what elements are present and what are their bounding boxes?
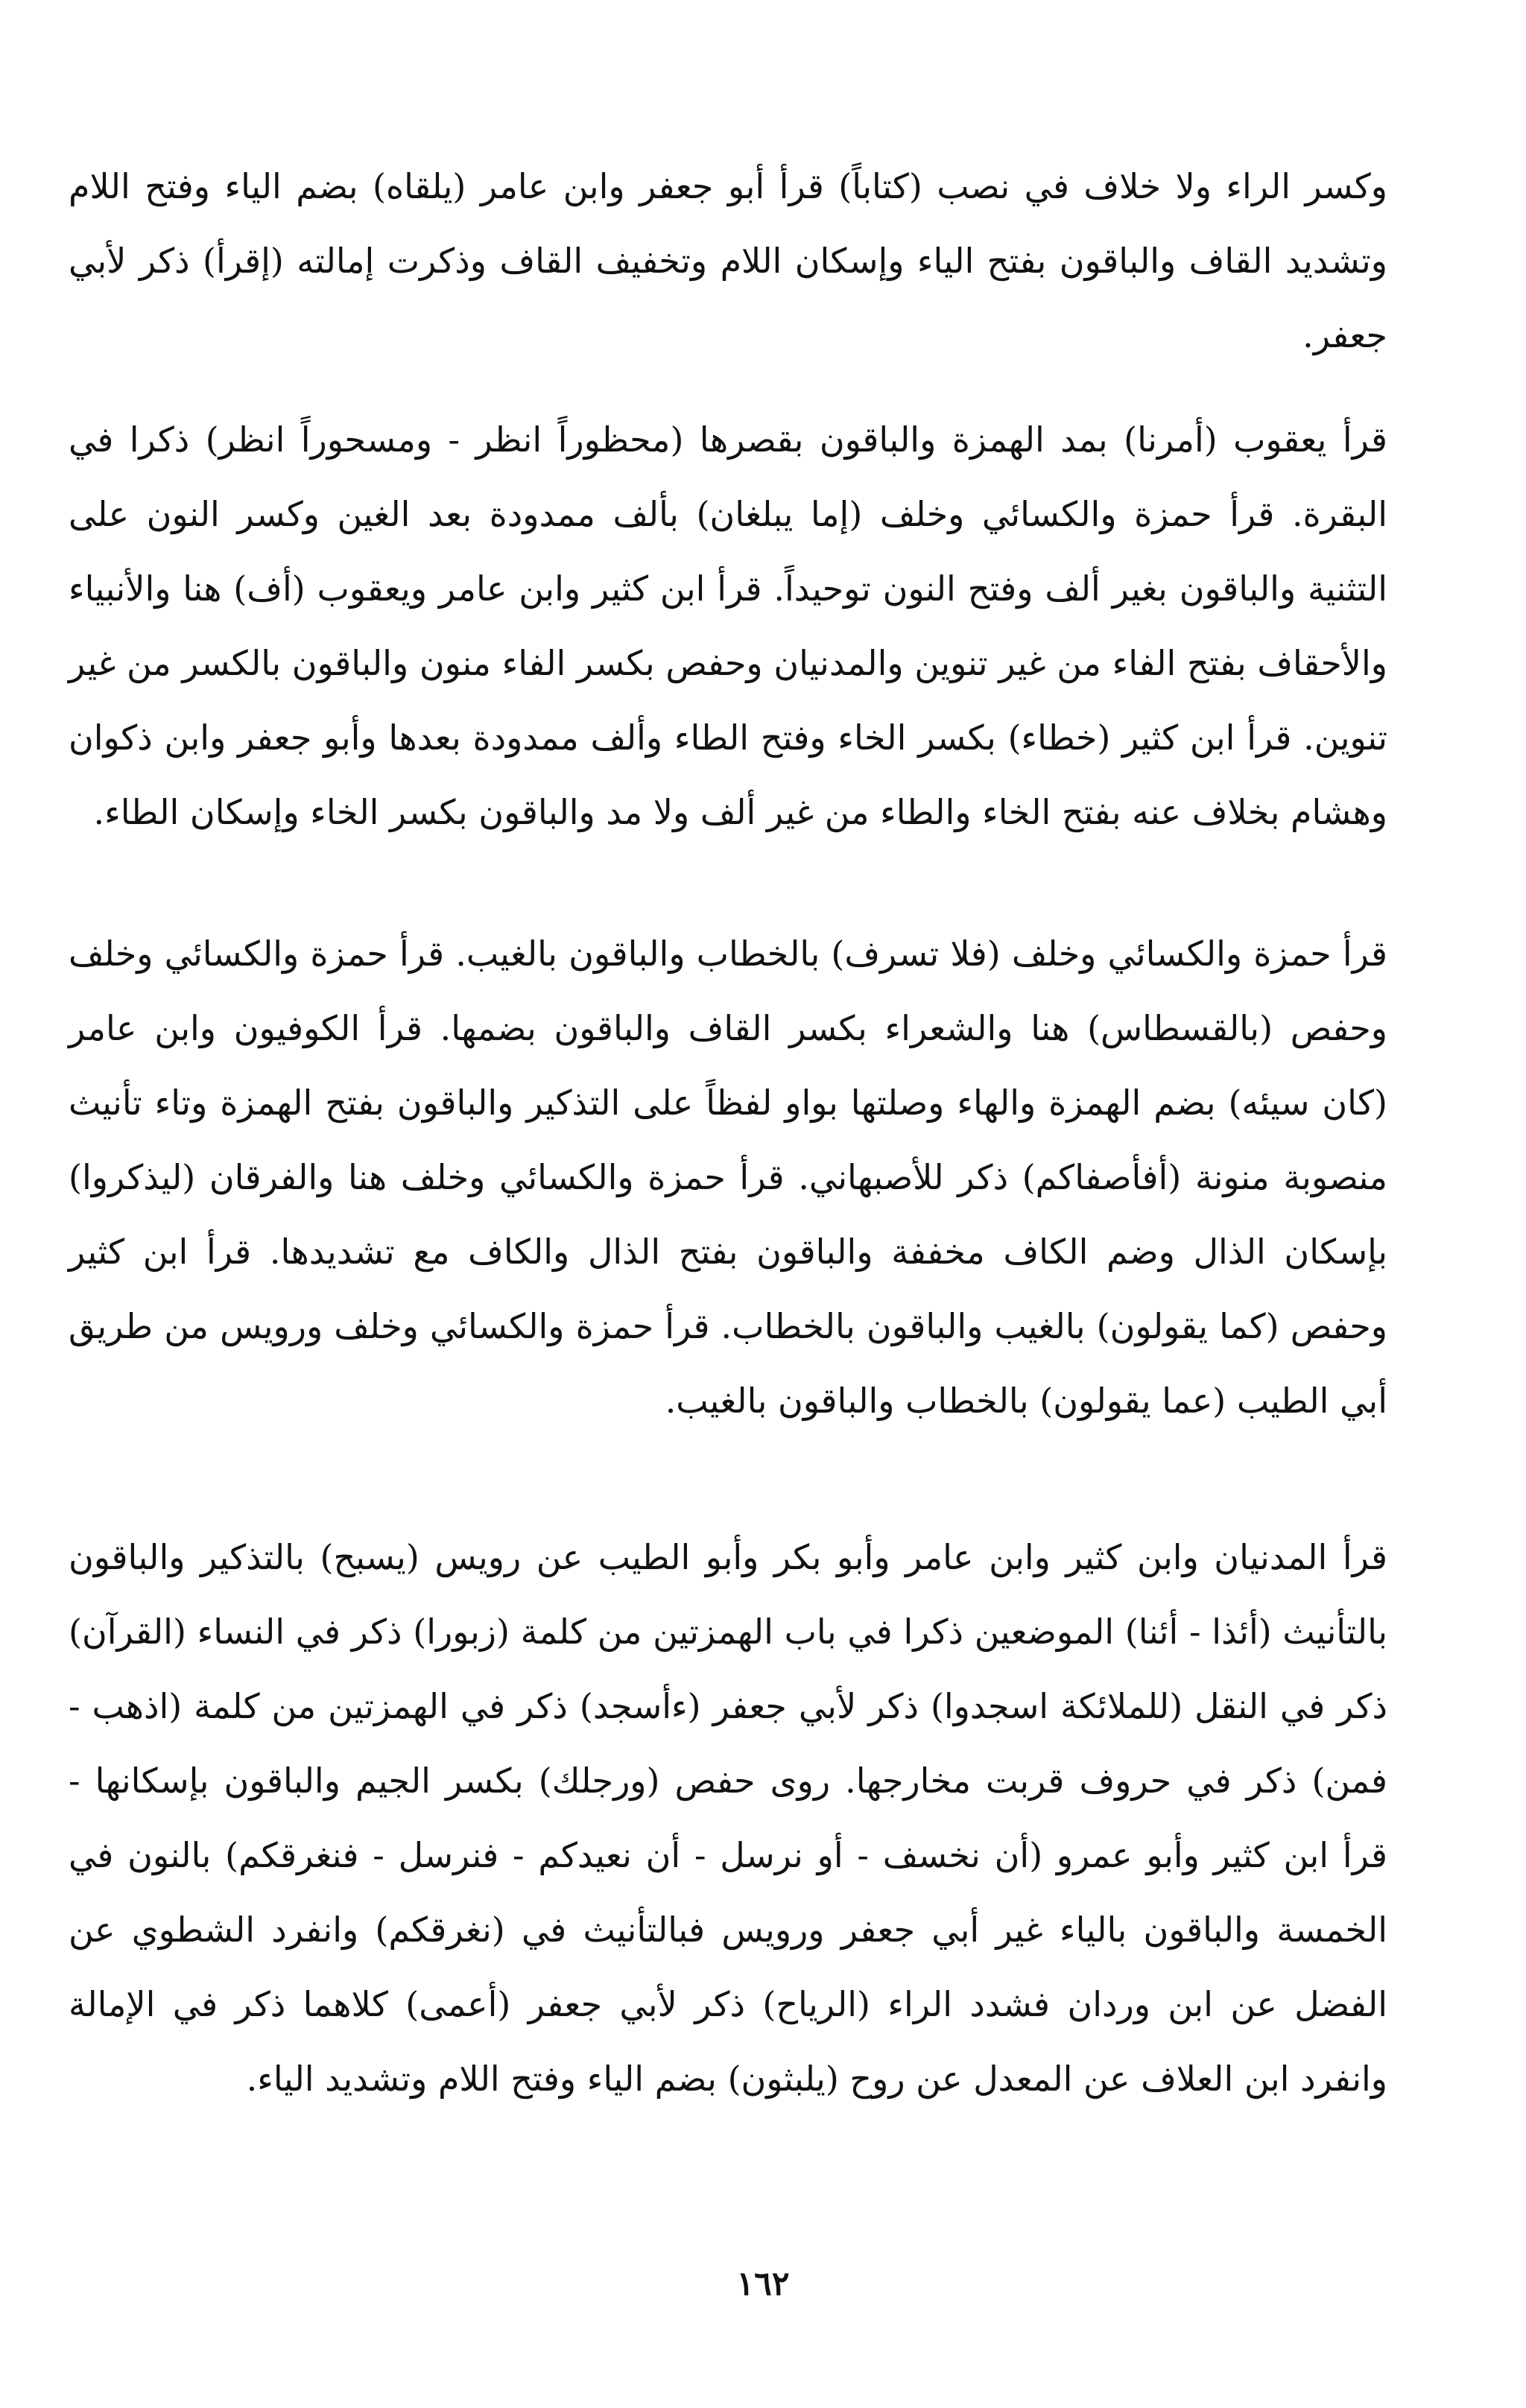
paragraph-1 bbox=[69, 149, 1387, 373]
paragraph-2 bbox=[69, 402, 1387, 849]
paragraph-3 bbox=[69, 916, 1387, 1438]
page-number: ١٦٢ bbox=[736, 2265, 790, 2303]
paragraph-1-text: وكسر الراء ولا خلاف في نصب (كتاباً) قرأ أبو جعفر وابن عامر (يلقاه) بضم الياء وفتح اللام وتشديد القاف والباقون بفتح الياء وإسكان اللام وتخفيف القاف وذكرت إمالته (إقرأ) ذكر لأبي جعفر. bbox=[69, 166, 1387, 355]
paragraph-2-text: قرأ يعقوب (أمرنا) بمد الهمزة والباقون بقصرها (محظوراً انظر - ومسحوراً انظر) ذكرا في البقرة. قرأ حمزة والكسائي وخلف (إما يبلغان) بألف ممدودة بعد الغين وكسر النون على التثنية والباقون بغير ألف وفتح النون توحيداً. قرأ ابن كثير وابن عامر ويعقوب (أف) هنا والأنبياء والأحقاف بفتح الفاء من غير تنوين والمدنيان وحفص بكسر الفاء منون والباقون بالكسر من غير تنوين. قرأ ابن كثير (خطاء) بكسر الخاء وفتح الطاء وألف ممدودة بعدها وأبو جعفر وابن ذكوان وهشام بخلاف عنه بفتح الخاء والطاء من غير ألف ولا مد والباقون بكسر الخاء وإسكان الطاء. bbox=[69, 419, 1387, 832]
paragraph-4 bbox=[69, 1520, 1387, 2116]
paragraph-4-text: قرأ المدنيان وابن كثير وابن عامر وأبو بكر وأبو الطيب عن رويس (يسبح) بالتذكير والباقون بالتأنيث (أئذا - أئنا) الموضعين ذكرا في باب الهمزتين من كلمة (زبورا) ذكر في النساء (القرآن) ذكر في النقل (للملائكة اسجدوا) ذكر لأبي جعفر (ءأسجد) ذكر في الهمزتين من كلمة (اذهب - فمن) ذكر في حروف قربت مخارجها. روى حفص (ورجلك) بكسر الجيم والباقون بإسكانها - قرأ ابن كثير وأبو عمرو (أن نخسف - أو نرسل - أن نعيدكم - فنرسل - فنغرقكم) بالنون في الخمسة والباقون بالياء غير أبي جعفر ورويس فبالتأنيث في (نغرقكم) وانفرد الشطوي عن الفضل عن ابن وردان فشدد الراء (الرياح) ذكر لأبي جعفر (أعمى) كلاهما ذكر في الإمالة وانفرد ابن العلاف عن المعدل عن روح (يلبثون) بضم الياء وفتح اللام وتشديد الياء. bbox=[69, 1537, 1387, 2099]
paragraph-3-text: قرأ حمزة والكسائي وخلف (فلا تسرف) بالخطاب والباقون بالغيب. قرأ حمزة والكسائي وخلف وحفص (بالقسطاس) هنا والشعراء بكسر القاف والباقون بضمها. قرأ الكوفيون وابن عامر (كان سيئه) بضم الهمزة والهاء وصلتها بواو لفظاً على التذكير والباقون بفتح الهمزة وتاء تأنيث منصوبة منونة (أفأصفاكم) ذكر للأصبهاني. قرأ حمزة والكسائي وخلف هنا والفرقان (ليذكروا) بإسكان الذال وضم الكاف مخففة والباقون بفتح الذال والكاف مع تشديدها. قرأ ابن كثير وحفص (كما يقولون) بالغيب والباقون بالخطاب. قرأ حمزة والكسائي وخلف ورويس من طريق أبي الطيب (عما يقولون) بالخطاب والباقون بالغيب. bbox=[69, 934, 1387, 1421]
